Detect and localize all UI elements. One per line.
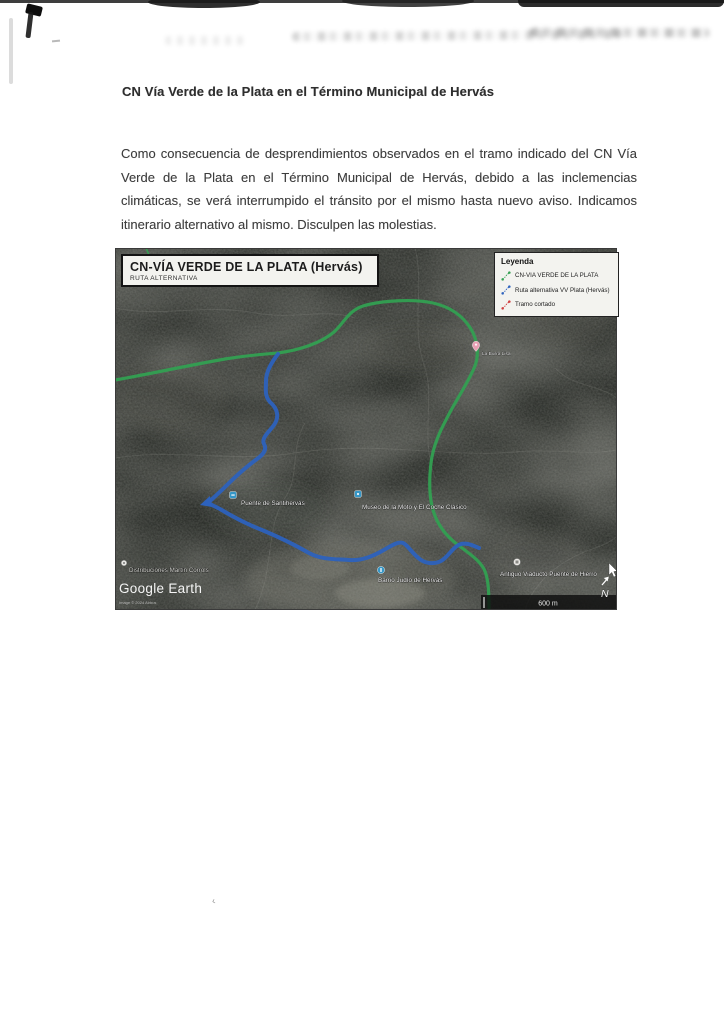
- map-label-pink-pin: La Burra Lisa: [482, 352, 511, 357]
- map-label-puente: Puente de Santihervás: [241, 500, 305, 507]
- scan-artifact-blob: [518, 0, 724, 7]
- marker-barrio-judio: [377, 566, 384, 573]
- document-title: CN Vía Verde de la Plata en el Término Municipal de Hervás: [122, 84, 495, 99]
- scan-artifact-smudge: [165, 36, 245, 45]
- marker-museo-moto: [355, 491, 362, 498]
- marker-puente-de-santihervas: [230, 492, 237, 499]
- map-subtitle: RUTA ALTERNATIVA: [130, 275, 198, 282]
- map-title-box: [121, 254, 379, 287]
- google-earth-logo: Google Earth: [119, 581, 203, 596]
- legend-item-tramo-cortado: [501, 300, 613, 310]
- route-path-icon: [501, 300, 511, 310]
- imagery-copyright: Image © 2024 Airbus: [119, 600, 157, 605]
- scan-artifact-stray-mark: ‹: [210, 895, 217, 908]
- map-legend: [494, 252, 619, 317]
- legend-item-ruta-alternativa: [501, 285, 613, 295]
- scale-bar: [481, 595, 616, 610]
- legend-label: Tramo cortado: [515, 301, 556, 308]
- map-label-museo: Museo de la Moto y El Coche Clásico: [362, 504, 467, 511]
- north-label: N: [601, 588, 609, 600]
- scale-label: 600 m: [538, 600, 558, 608]
- legend-item-via-verde: [501, 271, 613, 281]
- google-earth-map-image: [115, 248, 617, 610]
- map-label-viaducto: Antiguo Viaducto Puente de Hierro: [500, 571, 597, 578]
- route-path-icon: [501, 271, 511, 281]
- legend-title: Leyenda: [501, 257, 534, 266]
- legend-label: CN-VIA VERDE DE LA PLATA: [515, 272, 599, 279]
- map-title: CN-VÍA VERDE DE LA PLATA (Hervás): [130, 260, 363, 274]
- marker-distribuciones: [121, 560, 127, 566]
- scan-artifact-corner-mark: [25, 12, 33, 38]
- scan-artifact-edge-sliver: [9, 18, 13, 84]
- scan-artifact-dash: [52, 40, 60, 43]
- scan-artifact-blob: [342, 0, 474, 7]
- notice-paragraph: Como consecuencia de desprendimientos observados en el tramo indicado del CN Vía Verde de la Plata en el Término Municipal de Hervás, debido a las inclemencias climáticas, se verá interrumpido el tránsito por el mismo hasta nuevo aviso. Indicamos itinerario alternativo al mismo. Disculpen las molestias.: [121, 146, 637, 232]
- legend-label: Ruta alternativa VV Plata (Hervás): [515, 286, 610, 294]
- scan-artifact-smudge: [530, 28, 710, 38]
- marker-viaducto: [514, 559, 521, 566]
- map-label-barrio: Barrio Judío de Hervás: [378, 577, 443, 584]
- scan-artifact-blob: [148, 0, 260, 8]
- route-path-icon: [501, 285, 511, 295]
- map-label-distribuciones: Distribuciones Martín Corrols: [129, 567, 209, 574]
